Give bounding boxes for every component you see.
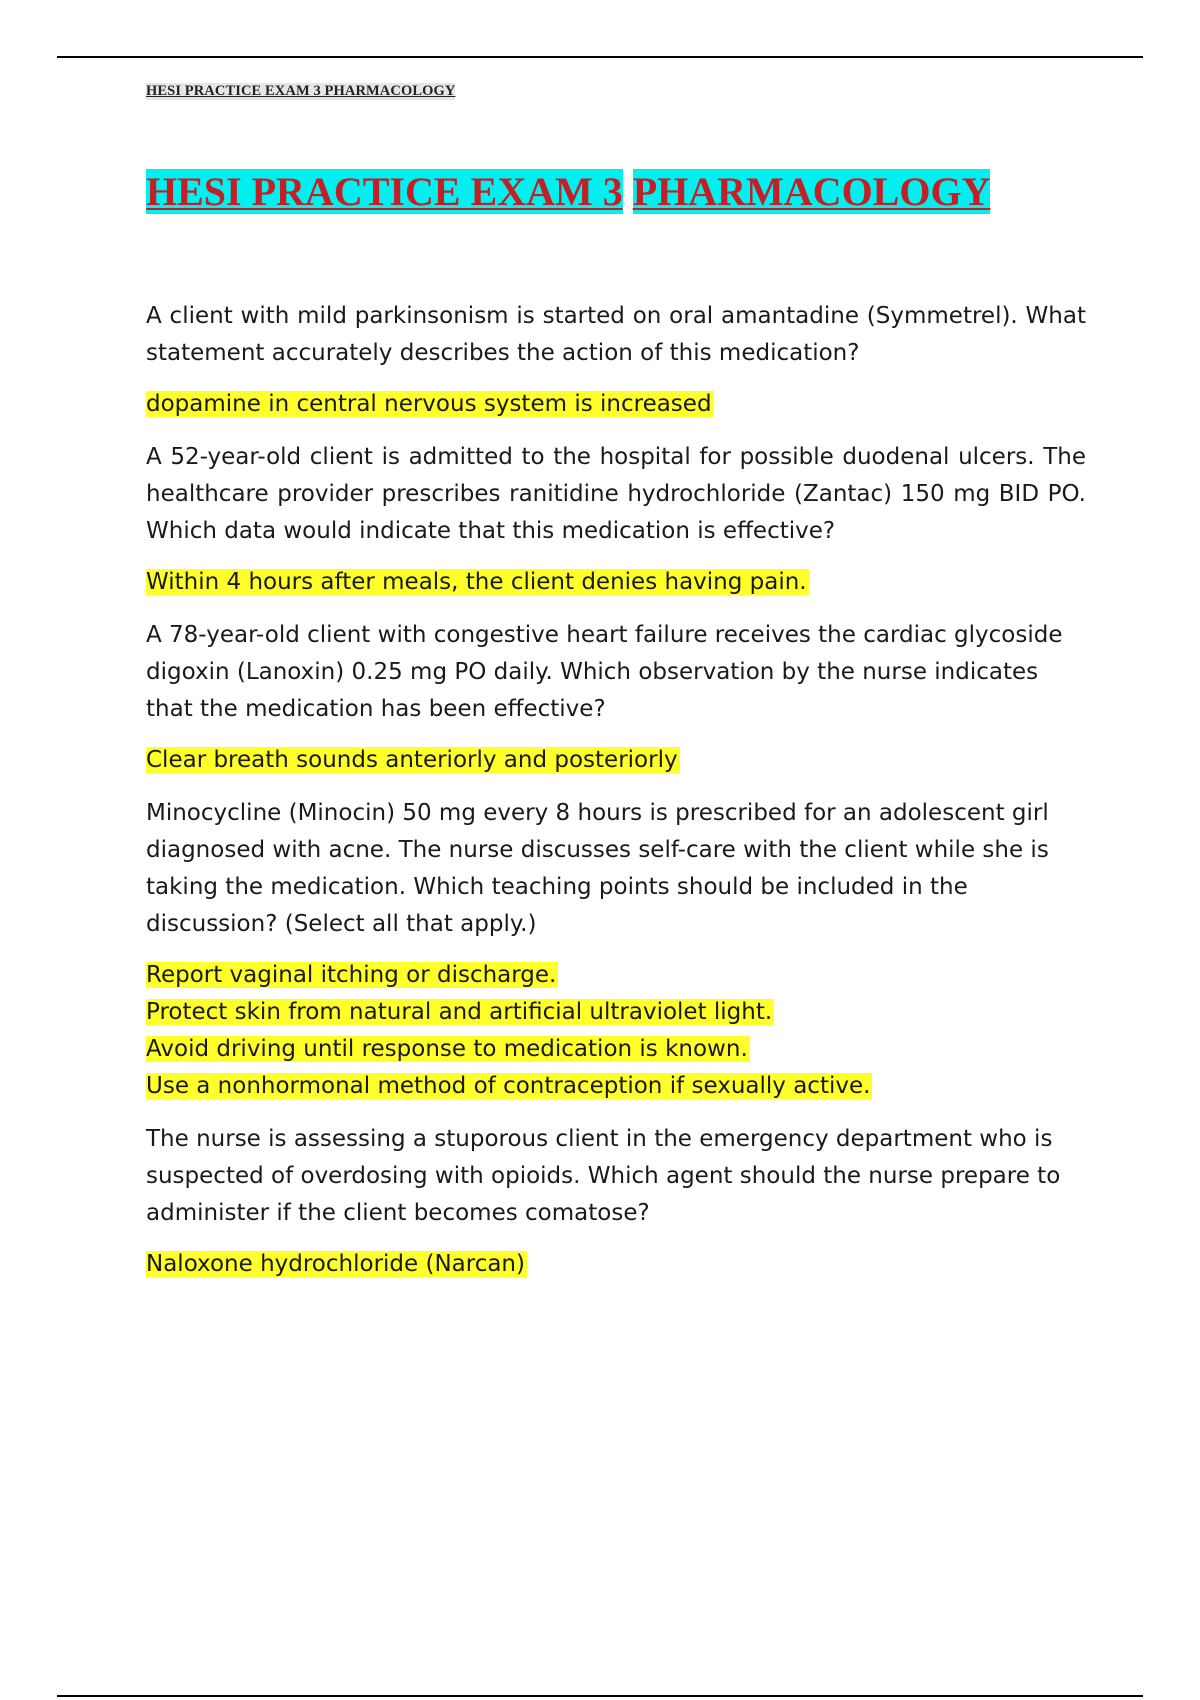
- answer-5: [146, 1246, 1086, 1283]
- page-title-part-1: HESI PRACTICE EXAM 3: [146, 169, 623, 214]
- answer-5-text: Naloxone hydrochloride (Narcan): [146, 1250, 525, 1277]
- answer-4-text-2: Protect skin from natural and artificial ultraviolet light.: [146, 998, 773, 1025]
- qa-item-1: [146, 298, 1086, 423]
- qa-item-2: [146, 439, 1086, 601]
- answer-1-text: dopamine in central nervous system is increased: [146, 390, 712, 417]
- question-5: The nurse is assessing a stuporous client in the emergency department who is suspected of overdosing with opioids. Which agent should the nurse prepare to administer if the client becomes comatose?: [146, 1125, 1061, 1226]
- question-answer-list: [146, 298, 1086, 1283]
- answer-4-text-1: Report vaginal itching or discharge.: [146, 961, 557, 988]
- question-1: A client with mild parkinsonism is started on oral amantadine (Symmetrel). What statement accurately describes the action of this medication?: [146, 302, 1086, 366]
- question-2: A 52-year-old client is admitted to the hospital for possible duodenal ulcers. The healthcare provider prescribes ranitidine hydrochloride (Zantac) 150 mg BID PO. Which data would indicate that this medication is effective?: [146, 443, 1086, 544]
- answer-2: [146, 564, 1086, 601]
- answer-4-line-4: [146, 1068, 1086, 1105]
- answer-2-text: Within 4 hours after meals, the client denies having pain.: [146, 568, 807, 595]
- answer-4-line-1: [146, 957, 1086, 994]
- document-page: [146, 80, 1086, 1299]
- page-title: [146, 170, 1086, 215]
- answer-3-text: Clear breath sounds anteriorly and posteriorly: [146, 746, 678, 773]
- answer-4-line-2: [146, 994, 1086, 1031]
- question-3: A 78-year-old client with congestive heart failure receives the cardiac glycoside digoxin (Lanoxin) 0.25 mg PO daily. Which observation by the nurse indicates that the medication has been effective?: [146, 621, 1063, 722]
- qa-item-3: [146, 617, 1086, 779]
- qa-item-4: [146, 795, 1086, 1105]
- answer-4-line-3: [146, 1031, 1086, 1068]
- answer-4-text-3: Avoid driving until response to medication is known.: [146, 1035, 748, 1062]
- bottom-divider: [57, 1695, 1143, 1697]
- qa-item-5: [146, 1121, 1086, 1283]
- answer-4-text-4: Use a nonhormonal method of contraception if sexually active.: [146, 1072, 871, 1099]
- answer-4: [146, 957, 1086, 1105]
- top-divider: [57, 56, 1143, 58]
- question-4: Minocycline (Minocin) 50 mg every 8 hours is prescribed for an adolescent girl diagnosed with acne. The nurse discusses self-care with the client while she is taking the medication. Which teaching points should be included in the discussion? (Select all that apply.): [146, 799, 1049, 937]
- running-header: HESI PRACTICE EXAM 3 PHARMACOLOGY: [146, 83, 456, 99]
- answer-1: [146, 386, 1086, 423]
- answer-3: [146, 742, 1086, 779]
- page-title-part-2: PHARMACOLOGY: [632, 169, 991, 214]
